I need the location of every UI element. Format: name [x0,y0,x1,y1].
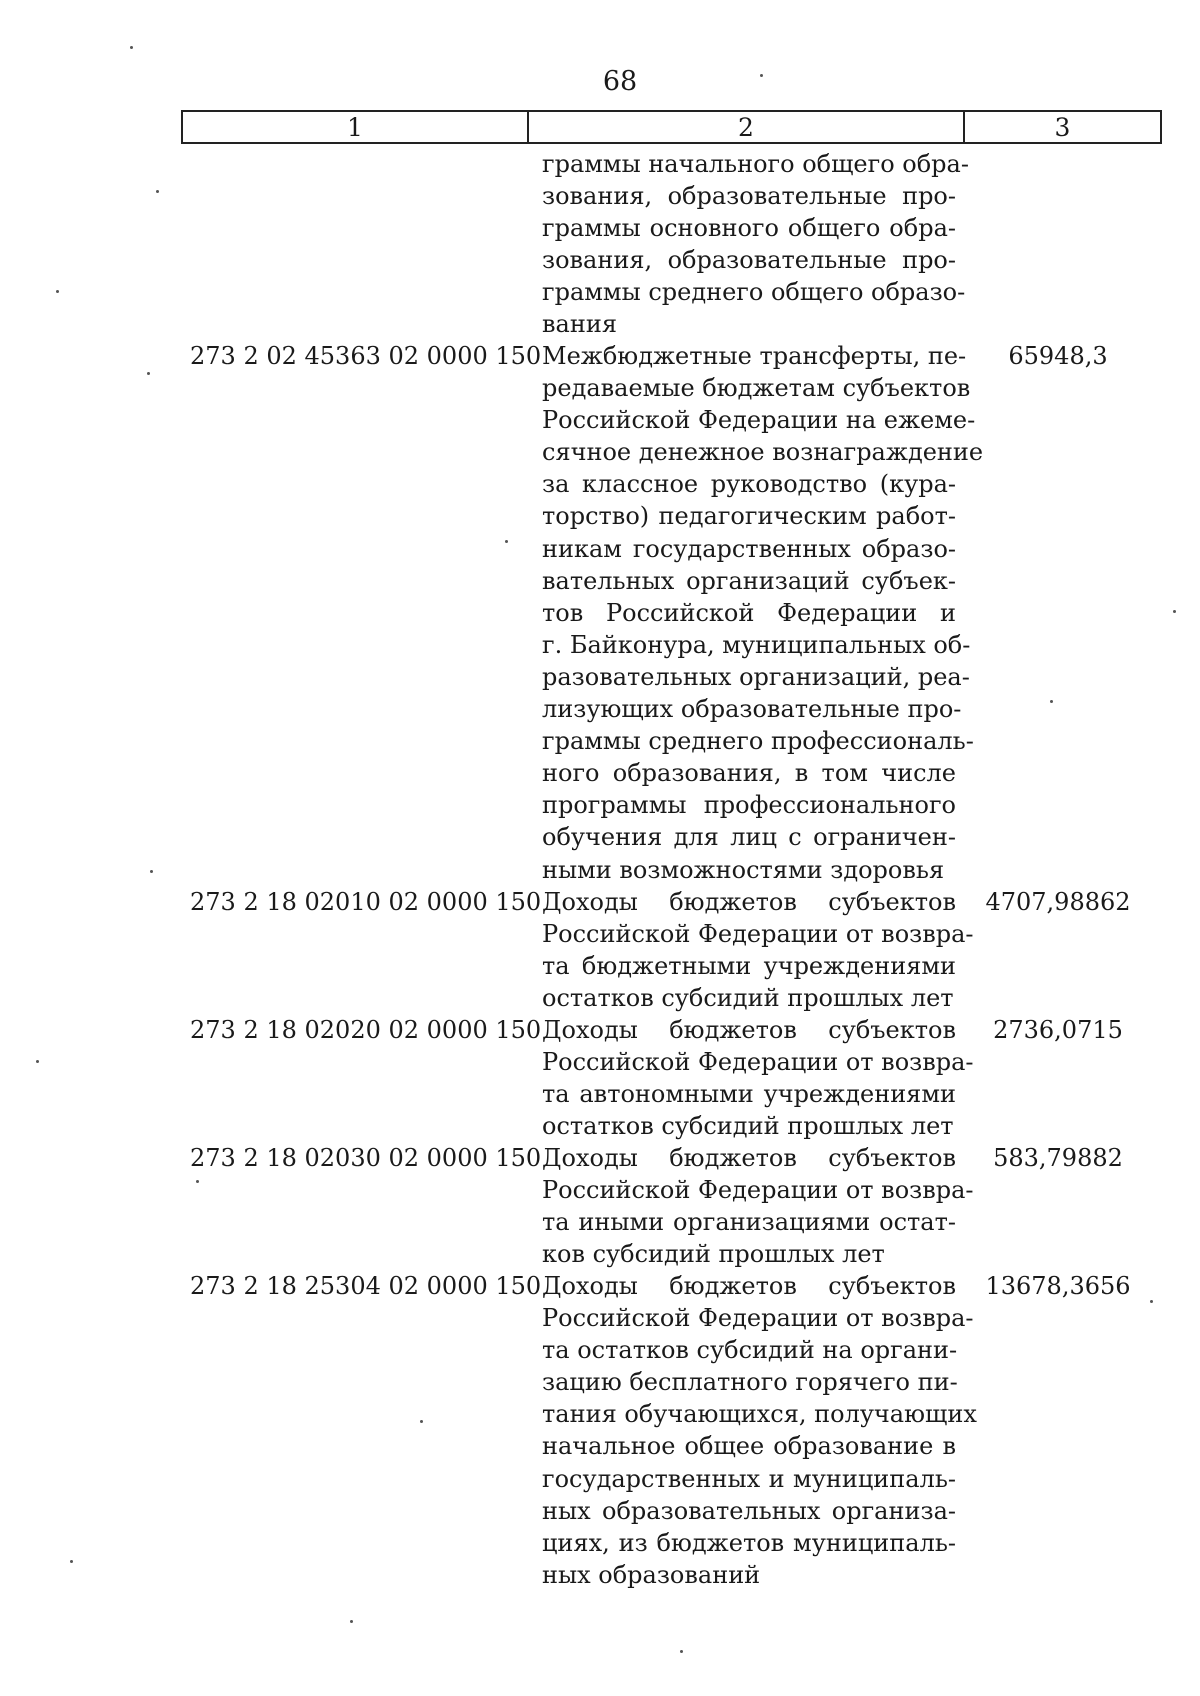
description-line: Российской Федерации от возвра- [542,920,974,949]
description-line: остатков субсидий прошлых лет [542,984,954,1013]
description-line: граммы среднего общего образо- [542,278,966,307]
scan-speck [1150,1300,1153,1303]
scan-speck [680,1650,683,1653]
page-number: 68 [602,66,638,97]
description-line: сячное денежное вознаграждение [542,438,984,467]
column-header-1: 1 [183,112,529,142]
row-description [542,1142,974,1270]
description-line: зования, образовательные про- [542,182,956,211]
description-line: зацию бесплатного горячего пи- [542,1368,958,1397]
scan-speck [70,1560,73,1563]
description-line: тов Российской Федерации и [542,598,956,627]
description-line: граммы начального общего обра- [542,150,969,178]
row-description [542,1270,977,1591]
description-line: та автономными учреждениями [542,1080,956,1109]
scan-speck [150,870,153,873]
row-description [542,1014,974,1142]
row-description [542,340,984,886]
description-line: та бюджетными учреждениями [542,952,956,981]
scan-speck [156,190,159,193]
scan-speck [196,1180,199,1183]
description-line: Доходы бюджетов субъектов [542,1016,956,1044]
column-header-3: 3 [1054,112,1071,142]
description-line: ных образовательных организа- [542,1496,956,1525]
description-line: зования, образовательные про- [542,246,956,275]
description-line: Российской Федерации на ежеме- [542,406,976,435]
table-header-row [181,110,1162,144]
budget-code: 273 2 18 02030 02 0000 150 [190,1144,542,1172]
description-line: начальное общее образование в [542,1432,956,1461]
description-line: Российской Федерации от возвра- [542,1304,974,1333]
description-line: вания [542,310,617,339]
description-line: разовательных организаций, реа- [542,662,970,691]
scan-speck [147,372,150,375]
description-line: лизующих образовательные про- [542,695,962,724]
budget-code: 273 2 18 25304 02 0000 150 [190,1272,542,1300]
description-line: граммы основного общего обра- [542,214,956,243]
description-line: вательных организаций субъек- [542,566,956,595]
scan-speck [760,74,763,77]
budget-code: 273 2 18 02010 02 0000 150 [190,888,542,916]
description-line: ного образования, в том числе [542,759,956,788]
scan-speck [56,290,59,293]
description-line: Доходы бюджетов субъектов [542,888,956,916]
description-line: ными возможностями здоровья [542,855,945,884]
description-line: граммы среднего профессиональ- [542,727,974,756]
amount-value: 2736,0715 [993,1016,1123,1044]
description-line: ных образований [542,1560,761,1589]
scan-speck [130,46,133,49]
description-line: тания обучающихся, получающих [542,1400,977,1429]
description-line: г. Байконура, муниципальных об- [542,630,971,659]
scan-speck [350,1620,353,1623]
description-line: государственных и муниципаль- [542,1464,956,1493]
description-line: никам государственных образо- [542,534,956,563]
description-line: за классное руководство (кура- [542,470,956,499]
scan-speck [420,1420,423,1423]
scan-speck [1173,610,1176,613]
row-description [542,886,974,1014]
description-line: обучения для лиц с ограничен- [542,823,956,852]
description-line: редаваемые бюджетам субъектов [542,374,971,403]
description-line: ков субсидий прошлых лет [542,1240,885,1269]
description-line: та иными организациями остат- [542,1208,956,1237]
description-line: остатков субсидий прошлых лет [542,1112,954,1141]
description-line: торство) педагогическим работ- [542,502,956,531]
amount-value: 4707,98862 [985,888,1131,916]
scan-speck [1050,700,1053,703]
description-line: та остатков субсидий на органи- [542,1336,958,1365]
budget-code: 273 2 02 45363 02 0000 150 [190,342,542,370]
description-line: Доходы бюджетов субъектов [542,1144,956,1172]
budget-code: 273 2 18 02020 02 0000 150 [190,1016,542,1044]
scan-speck [36,1060,39,1063]
amount-value: 13678,3656 [985,1272,1131,1300]
description-line: Российской Федерации от возвра- [542,1048,974,1077]
description-line: циях, из бюджетов муниципаль- [542,1528,956,1557]
amount-value: 583,79882 [993,1144,1123,1172]
continuation-description [542,148,969,341]
description-line: Доходы бюджетов субъектов [542,1272,956,1300]
column-header-2: 2 [529,112,965,142]
description-line: Межбюджетные трансферты, пе- [542,342,967,370]
description-line: программы профессионального [542,791,956,820]
description-line: Российской Федерации от возвра- [542,1176,974,1205]
scan-speck [505,540,508,543]
amount-value: 65948,3 [1008,342,1108,370]
